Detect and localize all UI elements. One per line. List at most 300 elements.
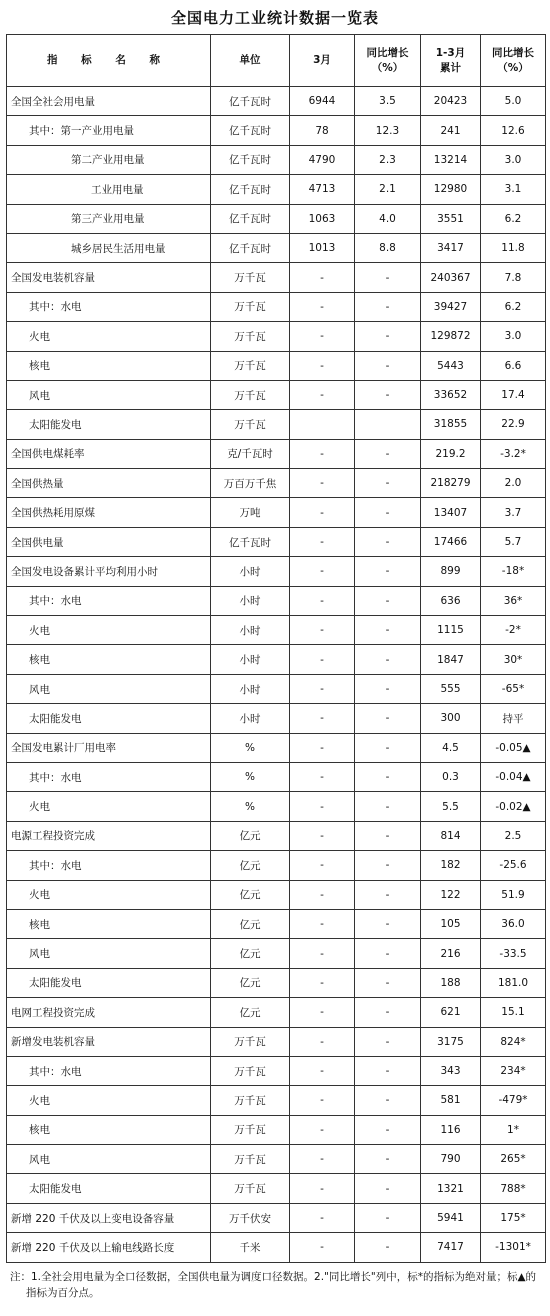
table-row: [7, 469, 546, 498]
unit-cell: 小时: [211, 704, 290, 733]
month-yoy-cell: -: [355, 733, 421, 762]
month-value-cell: -: [290, 1145, 355, 1174]
month-yoy-cell: -: [355, 909, 421, 938]
unit-cell: 万千瓦: [211, 1174, 290, 1203]
cumulative-yoy-cell: -1301*: [481, 1233, 546, 1262]
table-row: [7, 527, 546, 556]
month-value-cell: -: [290, 1233, 355, 1262]
table-row: [7, 498, 546, 527]
cumulative-value-cell: 343: [421, 1056, 481, 1085]
indicator-name-cell: [7, 674, 211, 703]
cumulative-yoy-cell: 824*: [481, 1027, 546, 1056]
month-yoy-cell: 8.8: [355, 233, 421, 262]
unit-cell: 万千伏安: [211, 1203, 290, 1232]
indicator-name-cell: [7, 439, 211, 468]
cumulative-value-cell: 240367: [421, 263, 481, 292]
indicator-name-cell: [7, 292, 211, 321]
unit-cell: 亿千瓦时: [211, 527, 290, 556]
cumulative-yoy-cell: 6.2: [481, 292, 546, 321]
month-yoy-cell: -: [355, 322, 421, 351]
table-row: [7, 674, 546, 703]
month-value-cell: -: [290, 792, 355, 821]
unit-cell: 小时: [211, 674, 290, 703]
indicator-name-text: 核电: [29, 654, 50, 667]
month-value-cell: -: [290, 880, 355, 909]
indicator-name-cell: [7, 939, 211, 968]
table-row: [7, 87, 546, 116]
unit-cell: 万千瓦: [211, 1056, 290, 1085]
table-row: [7, 733, 546, 762]
month-value-cell: 4713: [290, 175, 355, 204]
indicator-name-text: 太阳能发电: [29, 418, 82, 431]
header-indicator-name: 指 标 名 称: [7, 35, 211, 87]
cumulative-value-cell: 219.2: [421, 439, 481, 468]
indicator-name-text: 全国供热量: [11, 477, 64, 490]
unit-cell: 亿元: [211, 851, 290, 880]
indicator-name-text: 火电: [29, 1094, 50, 1107]
unit-cell: 亿千瓦时: [211, 233, 290, 262]
month-value-cell: -: [290, 645, 355, 674]
indicator-name-cell: [7, 469, 211, 498]
indicator-name-text: 新增 220 千伏及以上变电设备容量: [11, 1212, 175, 1225]
cumulative-yoy-cell: -18*: [481, 557, 546, 586]
header-yoy-month-line1: 同比增长: [366, 46, 409, 59]
cumulative-value-cell: 39427: [421, 292, 481, 321]
indicator-name-cell: [7, 821, 211, 850]
month-value-cell: -: [290, 674, 355, 703]
cumulative-yoy-cell: 6.2: [481, 204, 546, 233]
cumulative-yoy-cell: 6.6: [481, 351, 546, 380]
cumulative-yoy-cell: 788*: [481, 1174, 546, 1203]
month-yoy-cell: 12.3: [355, 116, 421, 145]
unit-cell: 万吨: [211, 498, 290, 527]
month-yoy-cell: -: [355, 1056, 421, 1085]
month-value-cell: -: [290, 1174, 355, 1203]
month-yoy-cell: -: [355, 998, 421, 1027]
unit-cell: 克/千瓦时: [211, 439, 290, 468]
month-yoy-cell: -: [355, 380, 421, 409]
unit-cell: 亿元: [211, 998, 290, 1027]
cumulative-value-cell: 3417: [421, 233, 481, 262]
month-value-cell: -: [290, 263, 355, 292]
cumulative-yoy-cell: -479*: [481, 1086, 546, 1115]
cumulative-yoy-cell: 36.0: [481, 909, 546, 938]
month-yoy-cell: -: [355, 704, 421, 733]
indicator-name-text: 核电: [29, 918, 50, 931]
month-yoy-cell: -: [355, 1027, 421, 1056]
cumulative-yoy-cell: 265*: [481, 1145, 546, 1174]
month-yoy-cell: 3.5: [355, 87, 421, 116]
indicator-name-cell: [7, 263, 211, 292]
cumulative-value-cell: 3551: [421, 204, 481, 233]
indicator-name-text: 新增发电装机容量: [11, 1036, 95, 1049]
cumulative-value-cell: 581: [421, 1086, 481, 1115]
month-value-cell: -: [290, 439, 355, 468]
table-row: [7, 116, 546, 145]
table-row: [7, 1233, 546, 1262]
indicator-name-text: 核电: [29, 1124, 50, 1137]
indicator-name-cell: [7, 322, 211, 351]
indicator-name-cell: [7, 204, 211, 233]
header-unit: 单位: [211, 35, 290, 87]
month-value-cell: -: [290, 733, 355, 762]
table-row: [7, 586, 546, 615]
unit-cell: 万百万千焦: [211, 469, 290, 498]
table-row: [7, 1174, 546, 1203]
month-yoy-cell: -: [355, 880, 421, 909]
cumulative-yoy-cell: 1*: [481, 1115, 546, 1144]
month-yoy-cell: 4.0: [355, 204, 421, 233]
indicator-name-cell: [7, 1203, 211, 1232]
cumulative-yoy-cell: 3.0: [481, 145, 546, 174]
header-yoy-month-line2: （%）: [371, 61, 404, 74]
indicator-name-text: 电网工程投资完成: [11, 1006, 95, 1019]
month-yoy-cell: -: [355, 1115, 421, 1144]
cumulative-yoy-cell: 5.0: [481, 87, 546, 116]
unit-cell: 亿千瓦时: [211, 87, 290, 116]
table-row: [7, 1027, 546, 1056]
month-value-cell: 1063: [290, 204, 355, 233]
month-yoy-cell: -: [355, 1203, 421, 1232]
table-row: [7, 322, 546, 351]
cumulative-value-cell: 4.5: [421, 733, 481, 762]
cumulative-yoy-cell: 36*: [481, 586, 546, 615]
header-cumulative: [421, 35, 481, 87]
table-row: [7, 704, 546, 733]
month-value-cell: -: [290, 968, 355, 997]
month-yoy-cell: -: [355, 821, 421, 850]
table-row: [7, 233, 546, 262]
table-row: [7, 880, 546, 909]
cumulative-yoy-cell: 30*: [481, 645, 546, 674]
month-value-cell: 4790: [290, 145, 355, 174]
unit-cell: 万千瓦: [211, 263, 290, 292]
table-row: [7, 645, 546, 674]
header-yoy-cumulative-line1: 同比增长: [492, 46, 534, 59]
indicator-name-cell: [7, 1027, 211, 1056]
cumulative-value-cell: 0.3: [421, 762, 481, 791]
table-row: [7, 762, 546, 791]
indicator-name-text: 全国全社会用电量: [11, 95, 95, 108]
unit-cell: 亿元: [211, 880, 290, 909]
table-row: [7, 821, 546, 850]
cumulative-yoy-cell: 2.5: [481, 821, 546, 850]
cumulative-yoy-cell: -0.02▲: [481, 792, 546, 821]
indicator-name-text: 新增 220 千伏及以上输电线路长度: [11, 1241, 175, 1254]
table-row: [7, 410, 546, 439]
cumulative-value-cell: 182: [421, 851, 481, 880]
indicator-name-text: 其中：水电: [29, 595, 82, 608]
month-value-cell: 6944: [290, 87, 355, 116]
cumulative-value-cell: 13407: [421, 498, 481, 527]
indicator-name-text: 其中：水电: [29, 1065, 82, 1078]
indicator-name-text: 全国供电煤耗率: [11, 448, 85, 461]
month-value-cell: [290, 410, 355, 439]
header-cumulative-line1: 1-3月: [435, 46, 466, 59]
month-value-cell: -: [290, 527, 355, 556]
unit-cell: 万千瓦: [211, 1115, 290, 1144]
month-value-cell: -: [290, 1203, 355, 1232]
unit-cell: 亿千瓦时: [211, 116, 290, 145]
unit-cell: 亿元: [211, 968, 290, 997]
indicator-name-cell: [7, 851, 211, 880]
month-yoy-cell: 2.3: [355, 145, 421, 174]
unit-cell: 小时: [211, 616, 290, 645]
cumulative-yoy-cell: 175*: [481, 1203, 546, 1232]
table-row: [7, 616, 546, 645]
indicator-name-cell: [7, 880, 211, 909]
month-yoy-cell: -: [355, 557, 421, 586]
month-value-cell: -: [290, 616, 355, 645]
month-value-cell: -: [290, 998, 355, 1027]
indicator-name-text: 城乡居民生活用电量: [71, 242, 166, 255]
month-yoy-cell: -: [355, 645, 421, 674]
table-row: [7, 145, 546, 174]
month-value-cell: -: [290, 851, 355, 880]
unit-cell: 千米: [211, 1233, 290, 1262]
cumulative-yoy-cell: 17.4: [481, 380, 546, 409]
indicator-name-cell: [7, 733, 211, 762]
unit-cell: 万千瓦: [211, 322, 290, 351]
table-body: [7, 87, 546, 1263]
cumulative-value-cell: 105: [421, 909, 481, 938]
month-yoy-cell: -: [355, 498, 421, 527]
indicator-name-text: 火电: [29, 624, 50, 637]
cumulative-value-cell: 216: [421, 939, 481, 968]
cumulative-value-cell: 1847: [421, 645, 481, 674]
cumulative-yoy-cell: -0.05▲: [481, 733, 546, 762]
cumulative-yoy-cell: 22.9: [481, 410, 546, 439]
month-value-cell: -: [290, 380, 355, 409]
indicator-name-text: 风电: [29, 1153, 50, 1166]
indicator-name-text: 电源工程投资完成: [11, 830, 95, 843]
month-value-cell: -: [290, 469, 355, 498]
cumulative-value-cell: 33652: [421, 380, 481, 409]
month-yoy-cell: -: [355, 1174, 421, 1203]
month-yoy-cell: 2.1: [355, 175, 421, 204]
month-yoy-cell: -: [355, 792, 421, 821]
indicator-name-text: 全国供电量: [11, 536, 64, 549]
month-yoy-cell: -: [355, 1086, 421, 1115]
cumulative-value-cell: 116: [421, 1115, 481, 1144]
month-value-cell: -: [290, 586, 355, 615]
unit-cell: 亿元: [211, 821, 290, 850]
month-yoy-cell: -: [355, 527, 421, 556]
month-yoy-cell: -: [355, 292, 421, 321]
statistics-table: [6, 34, 546, 1263]
cumulative-value-cell: 241: [421, 116, 481, 145]
indicator-name-text: 其中：水电: [29, 859, 82, 872]
indicator-name-text: 全国发电设备累计平均利用小时: [11, 565, 158, 578]
unit-cell: 万千瓦: [211, 410, 290, 439]
cumulative-value-cell: 5.5: [421, 792, 481, 821]
cumulative-value-cell: 5443: [421, 351, 481, 380]
table-row: [7, 439, 546, 468]
cumulative-value-cell: 5941: [421, 1203, 481, 1232]
unit-cell: 小时: [211, 586, 290, 615]
indicator-name-cell: [7, 645, 211, 674]
indicator-name-cell: [7, 792, 211, 821]
month-yoy-cell: -: [355, 1233, 421, 1262]
unit-cell: 小时: [211, 645, 290, 674]
unit-cell: 万千瓦: [211, 1027, 290, 1056]
cumulative-yoy-cell: -25.6: [481, 851, 546, 880]
cumulative-yoy-cell: 3.0: [481, 322, 546, 351]
unit-cell: 万千瓦: [211, 1145, 290, 1174]
indicator-name-text: 火电: [29, 889, 50, 902]
unit-cell: 亿元: [211, 909, 290, 938]
indicator-name-cell: [7, 1056, 211, 1085]
header-month: 3月: [290, 35, 355, 87]
unit-cell: 小时: [211, 557, 290, 586]
table-row: [7, 557, 546, 586]
cumulative-yoy-cell: 持平: [481, 704, 546, 733]
indicator-name-cell: [7, 116, 211, 145]
indicator-name-cell: [7, 1233, 211, 1262]
indicator-name-text: 太阳能发电: [29, 712, 82, 725]
cumulative-value-cell: 300: [421, 704, 481, 733]
month-yoy-cell: -: [355, 586, 421, 615]
header-yoy-cumulative: [481, 35, 546, 87]
cumulative-value-cell: 621: [421, 998, 481, 1027]
header-cumulative-line2: 累计: [440, 61, 461, 74]
cumulative-yoy-cell: 5.7: [481, 527, 546, 556]
cumulative-value-cell: 13214: [421, 145, 481, 174]
indicator-name-cell: [7, 998, 211, 1027]
table-row: [7, 939, 546, 968]
indicator-name-text: 其中：水电: [29, 771, 82, 784]
table-row: [7, 263, 546, 292]
indicator-name-text: 火电: [29, 330, 50, 343]
unit-cell: %: [211, 733, 290, 762]
month-value-cell: -: [290, 704, 355, 733]
table-row: [7, 1086, 546, 1115]
cumulative-value-cell: 7417: [421, 1233, 481, 1262]
month-yoy-cell: -: [355, 1145, 421, 1174]
indicator-name-cell: [7, 351, 211, 380]
month-value-cell: -: [290, 557, 355, 586]
month-value-cell: -: [290, 821, 355, 850]
indicator-name-cell: [7, 498, 211, 527]
cumulative-yoy-cell: 51.9: [481, 880, 546, 909]
table-row: [7, 204, 546, 233]
header-yoy-month: [355, 35, 421, 87]
indicator-name-cell: [7, 1145, 211, 1174]
indicator-name-text: 核电: [29, 360, 50, 373]
month-value-cell: -: [290, 1086, 355, 1115]
cumulative-value-cell: 12980: [421, 175, 481, 204]
cumulative-yoy-cell: -0.04▲: [481, 762, 546, 791]
table-row: [7, 292, 546, 321]
cumulative-value-cell: 122: [421, 880, 481, 909]
month-yoy-cell: -: [355, 616, 421, 645]
unit-cell: 万千瓦: [211, 351, 290, 380]
table-row: [7, 1145, 546, 1174]
unit-cell: %: [211, 792, 290, 821]
month-value-cell: -: [290, 351, 355, 380]
footnote: 注：1.全社会用电量为全口径数据，全国供电量为调度口径数据。2."同比增长"列中，标*的指标为绝对量；标▲的指标为百分点。: [10, 1270, 537, 1299]
table-row: [7, 175, 546, 204]
month-value-cell: -: [290, 762, 355, 791]
indicator-name-cell: [7, 87, 211, 116]
cumulative-value-cell: 1321: [421, 1174, 481, 1203]
cumulative-yoy-cell: -33.5: [481, 939, 546, 968]
indicator-name-text: 太阳能发电: [29, 977, 82, 990]
cumulative-yoy-cell: -65*: [481, 674, 546, 703]
indicator-name-text: 风电: [29, 389, 50, 402]
month-value-cell: -: [290, 1056, 355, 1085]
table-row: [7, 968, 546, 997]
table-header-row: [7, 35, 546, 87]
indicator-name-cell: [7, 233, 211, 262]
indicator-name-cell: [7, 175, 211, 204]
cumulative-value-cell: 636: [421, 586, 481, 615]
indicator-name-cell: [7, 1115, 211, 1144]
page-title: 全国电力工业统计数据一览表: [170, 9, 379, 27]
month-yoy-cell: -: [355, 968, 421, 997]
unit-cell: 亿千瓦时: [211, 204, 290, 233]
month-yoy-cell: -: [355, 469, 421, 498]
month-value-cell: -: [290, 909, 355, 938]
month-value-cell: -: [290, 1027, 355, 1056]
indicator-name-cell: [7, 1086, 211, 1115]
indicator-name-cell: [7, 380, 211, 409]
cumulative-value-cell: 17466: [421, 527, 481, 556]
cumulative-yoy-cell: -2*: [481, 616, 546, 645]
unit-cell: 万千瓦: [211, 380, 290, 409]
unit-cell: %: [211, 762, 290, 791]
cumulative-yoy-cell: 234*: [481, 1056, 546, 1085]
month-yoy-cell: -: [355, 762, 421, 791]
cumulative-yoy-cell: 15.1: [481, 998, 546, 1027]
indicator-name-text: 太阳能发电: [29, 1183, 82, 1196]
indicator-name-text: 其中：水电: [29, 301, 82, 314]
cumulative-yoy-cell: 2.0: [481, 469, 546, 498]
month-yoy-cell: -: [355, 939, 421, 968]
table-row: [7, 998, 546, 1027]
cumulative-value-cell: 218279: [421, 469, 481, 498]
month-value-cell: 1013: [290, 233, 355, 262]
month-value-cell: -: [290, 498, 355, 527]
month-yoy-cell: -: [355, 851, 421, 880]
cumulative-value-cell: 790: [421, 1145, 481, 1174]
month-yoy-cell: [355, 410, 421, 439]
indicator-name-text: 火电: [29, 801, 50, 814]
cumulative-value-cell: 20423: [421, 87, 481, 116]
month-yoy-cell: -: [355, 263, 421, 292]
unit-cell: 亿千瓦时: [211, 175, 290, 204]
cumulative-yoy-cell: 7.8: [481, 263, 546, 292]
table-row: [7, 351, 546, 380]
indicator-name-cell: [7, 527, 211, 556]
table-row: [7, 1115, 546, 1144]
table-row: [7, 851, 546, 880]
indicator-name-cell: [7, 704, 211, 733]
table-row: [7, 1203, 546, 1232]
indicator-name-text: 第三产业用电量: [71, 213, 145, 226]
cumulative-value-cell: 188: [421, 968, 481, 997]
cumulative-yoy-cell: 181.0: [481, 968, 546, 997]
table-row: [7, 909, 546, 938]
cumulative-value-cell: 899: [421, 557, 481, 586]
indicator-name-cell: [7, 145, 211, 174]
indicator-name-cell: [7, 762, 211, 791]
indicator-name-cell: [7, 909, 211, 938]
indicator-name-text: 全国发电累计厂用电率: [11, 742, 116, 755]
indicator-name-text: 全国供热耗用原煤: [11, 507, 95, 520]
indicator-name-text: 风电: [29, 948, 50, 961]
indicator-name-cell: [7, 1174, 211, 1203]
